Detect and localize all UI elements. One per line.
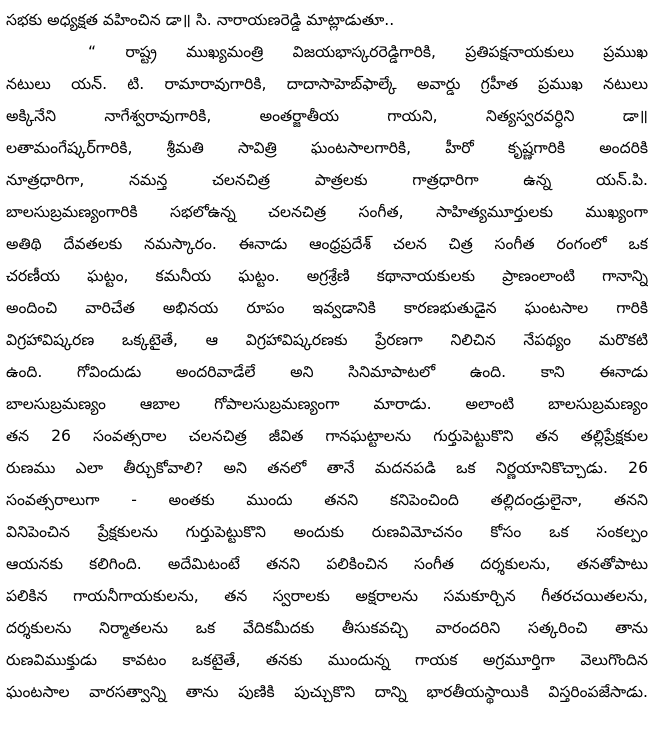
text-line: దర్శకులను నిర్మాతలను ఒక వేదికమీదకు తీసుకవచ్చి వారందరిని సత్కరించి తాను (6, 619, 648, 637)
text-line: రుణము ఎలా తీర్చుకోవాలి? అని తనలో తానే మదనపడి ఒక నిర్ణయానికొచ్చాడు. 26 (6, 459, 648, 477)
text-line: బాలసుబ్రమణ్యంగారికి సభలోఉన్న చలనచిత్ర సంగీత, సాహిత్యమూర్తులకు ముఖ్యంగా (6, 203, 648, 221)
text-line: అందించి వారిచేత అభినయ రూపం ఇవ్వడానికి కారణభుతుడైన ఘంటసాల గారికి (6, 299, 648, 317)
text-line: “ రాష్ట్ర ముఖ్యమంత్రి విజయభాస్కరరెడ్డిగారికి, ప్రతిపక్షనాయకులు ప్రముఖ (88, 43, 648, 61)
text-line: విగ్రహావిష్కరణ ఒక్కటైతే, ఆ విగ్రహావిష్కరణకు ప్రేరణగా నిలిచిన నేపథ్యం మరొకటి (6, 331, 648, 349)
text-line: వినిపెంచిన ప్రేక్షకులను గుర్తుపెట్టుకొని అందుకు రుణవిమోచనం కోసం ఒక సంకల్పం (6, 523, 648, 541)
text-line: ఆయనకు కలిగింది. అదేమిటంటే తనని పలికించిన సంగీత దర్శకులను, తనతోపాటు (6, 555, 648, 573)
text-line: పలికిన గాయనీగాయకులను, తన స్వరాలకు అక్షరాలను సమకూర్చిన గీతరచయితలను, (6, 587, 648, 605)
text-line: బాలసుబ్రమణ్యం ఆబాల గోపాలసుబ్రమణ్యంగా మారాడు. అలాంటి బాలసుబ్రమణ్యం (6, 395, 648, 413)
text-line: నటులు యన్. టి. రామారావుగారికి, దాదాసాహెబ్‌ఫాల్కే అవార్డు గ్రహీత ప్రముఖ నటులు (6, 75, 648, 93)
intro-line: సభకు అధ్యక్షత వహించిన డా॥ సి. నారాయణరెడ్డి మాట్లాడుతూ.. (6, 11, 395, 29)
text-line: సంవత్సరాలుగా - అంతకు ముందు తనని కనిపెంచింది తల్లిదండ్రులైనా, తనని (6, 491, 648, 509)
text-line: నూత్రధారిగా, నమన్త చలనచిత్ర పాత్రలకు గాత్రధారిగా ఉన్న యన్.పి. (6, 171, 648, 189)
text-line: ఘంటసాల వారసత్వాన్ని తాను పుణికి పుచ్చుకొని దాన్ని భారతీయస్థాయికి విస్తరింపజేసాడు. (6, 683, 648, 701)
text-line: ఉంది. గోవిందుడు అందరివాడేలే అని సినిమాపాటలో ఉంది. కాని ఈనాడు (6, 363, 648, 381)
document-page (6, 4, 648, 726)
text-line: తన 26 సంవత్సరాల చలనచిత్ర జీవిత గానఘట్టాలను గుర్తుపెట్టుకొని తన తల్లిప్రేక్షకుల (6, 427, 648, 445)
text-line: అతిథి దేవతలకు నమస్కారం. ఈనాడు ఆంధ్రప్రదేశ్ చలన చిత్ర సంగీత రంగంలో ఒక (6, 235, 648, 253)
text-line: అక్కినేని నాగేశ్వరావుగారికి, అంతర్జాతీయ గాయని, నిత్యస్వరవర్ధిని డా॥ (6, 107, 648, 125)
text-line: లతామంగేష్కర్‌గారికి, శ్రీమతి సావిత్రి ఘంటసాలగారికి, హీరో కృష్ణగారికి అందరికి (6, 139, 648, 157)
text-line: రుణవిముక్తుడు కావటం ఒకటైతే, తనకు ముందున్న గాయక అగ్రమూర్తిగా వెలుగొందిన (6, 651, 648, 669)
text-line: చరణీయ ఘట్టం, కమనీయ ఘట్టం. అగ్రశ్రేణి కథానాయకులకు ప్రాణంలాంటి గానాన్ని (6, 267, 648, 285)
